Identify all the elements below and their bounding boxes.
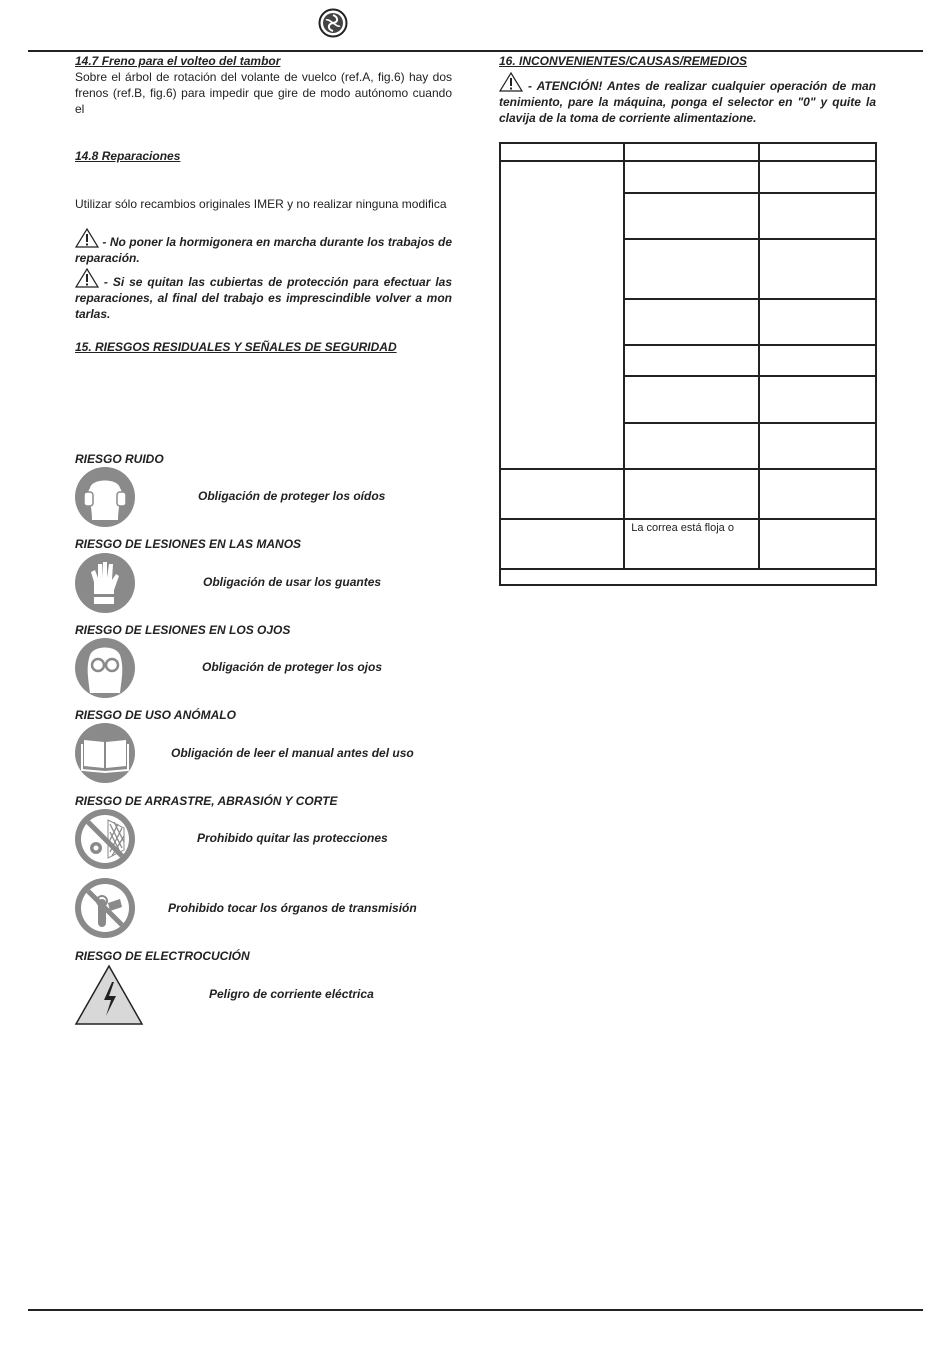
read-manual-icon — [74, 722, 136, 784]
table-cell — [759, 423, 876, 469]
warning-2 — [75, 268, 452, 322]
risk-misuse-label: RIESGO DE USO ANÓMALO — [75, 708, 236, 722]
section-14-7-title: 14.7 Freno para el volteo del tambor — [75, 54, 281, 68]
sign-transmission-caption: Prohibido tocar los órganos de transmisión — [168, 901, 417, 915]
table-header-row — [500, 143, 876, 161]
table-cell — [624, 193, 758, 239]
table-cell — [624, 143, 758, 161]
table-cell — [500, 143, 624, 161]
section-14-8-text: Utilizar sólo recambios originales IMER y no realizar ninguna modifica — [75, 197, 447, 211]
table-cell — [624, 469, 758, 519]
section-16-title: 16. INCONVENIENTES/CAUSAS/REMEDIOS — [499, 54, 748, 68]
table-cell — [624, 423, 758, 469]
table-cell — [624, 239, 758, 299]
table-cell — [759, 376, 876, 423]
sign-ears-caption: Obligación de proteger los oídos — [198, 489, 386, 503]
sign-eyes-caption: Obligación de proteger los ojos — [202, 660, 383, 674]
sign-manual-caption: Obligación de leer el manual antes del uso — [171, 746, 414, 760]
table-cell — [759, 239, 876, 299]
ear-protection-icon — [74, 466, 136, 528]
section-14-7-text: Sobre el árbol de rotación del volante de vuelco (ref.A, fig.6) hay dos frenos (ref.B, fig.6) para impedir que gire de modo autónomo cuando el — [75, 70, 452, 116]
sign-gloves-caption: Obligación de usar los guantes — [203, 575, 382, 589]
warning-1-text: - No poner la hormigonera en marcha durante los trabajos de reparación. — [75, 235, 452, 265]
table-row — [500, 519, 876, 569]
belt-loose-cause: La correa está floja o — [631, 522, 734, 534]
table-cell — [624, 519, 758, 569]
risk-eyes-label: RIESGO DE LESIONES EN LOS OJOS — [75, 623, 291, 637]
table-cell — [624, 161, 758, 193]
troubleshooting-table — [499, 142, 877, 586]
table-footer-row — [500, 569, 876, 585]
eye-protection-icon — [74, 637, 136, 699]
footer-rule — [28, 1309, 923, 1311]
table-cell — [759, 299, 876, 345]
electric-hazard-icon — [74, 964, 144, 1026]
section-15-title: 15. RIESGOS RESIDUALES Y SEÑALES DE SEGURIDAD — [75, 340, 397, 354]
section-14-8-title: 14.8 Reparaciones — [75, 149, 181, 163]
table-cell — [759, 469, 876, 519]
no-remove-guards-icon — [74, 808, 136, 870]
table-cell — [624, 299, 758, 345]
attention-text: - ATENCIÓN! Antes de realizar cualquier operación de man tenimiento, pare la máquina, ponga el selector en "0" y quite la clavija de la toma de corriente alimentazione. — [499, 79, 876, 125]
sign-guards-caption: Prohibido quitar las protecciones — [197, 831, 388, 845]
table-cell — [500, 569, 876, 585]
warning-2-text: - Si se quitan las cubiertas de protección para efectuar las reparaciones, al final del trabajo es imprescindible volver a mon tarlas. — [75, 275, 452, 321]
table-cell — [500, 469, 624, 519]
table-row — [500, 469, 876, 519]
table-cell — [759, 345, 876, 376]
risk-noise-label: RIESGO RUIDO — [75, 452, 164, 466]
warning-triangle-icon — [75, 228, 99, 248]
imer-logo-icon — [318, 8, 348, 38]
header-rule — [28, 50, 923, 52]
warning-triangle-icon — [499, 72, 523, 92]
table-cell — [759, 519, 876, 569]
attention-warning — [499, 72, 876, 126]
risk-drag-label: RIESGO DE ARRASTRE, ABRASIÓN Y CORTE — [75, 794, 338, 808]
table-row — [500, 161, 876, 193]
risk-hands-label: RIESGO DE LESIONES EN LAS MANOS — [75, 537, 302, 551]
risk-electro-label: RIESGO DE ELECTROCUCIÓN — [75, 949, 250, 963]
table-cell — [500, 161, 624, 469]
sign-electric-caption: Peligro de corriente eléctrica — [209, 987, 374, 1001]
table-cell — [500, 519, 624, 569]
gloves-icon — [74, 552, 136, 614]
table-cell — [624, 345, 758, 376]
no-touch-transmission-icon — [74, 877, 136, 939]
table-cell — [624, 376, 758, 423]
warning-1 — [75, 228, 452, 266]
table-cell — [759, 161, 876, 193]
table-cell — [759, 193, 876, 239]
warning-triangle-icon — [75, 268, 99, 288]
table-cell — [759, 143, 876, 161]
